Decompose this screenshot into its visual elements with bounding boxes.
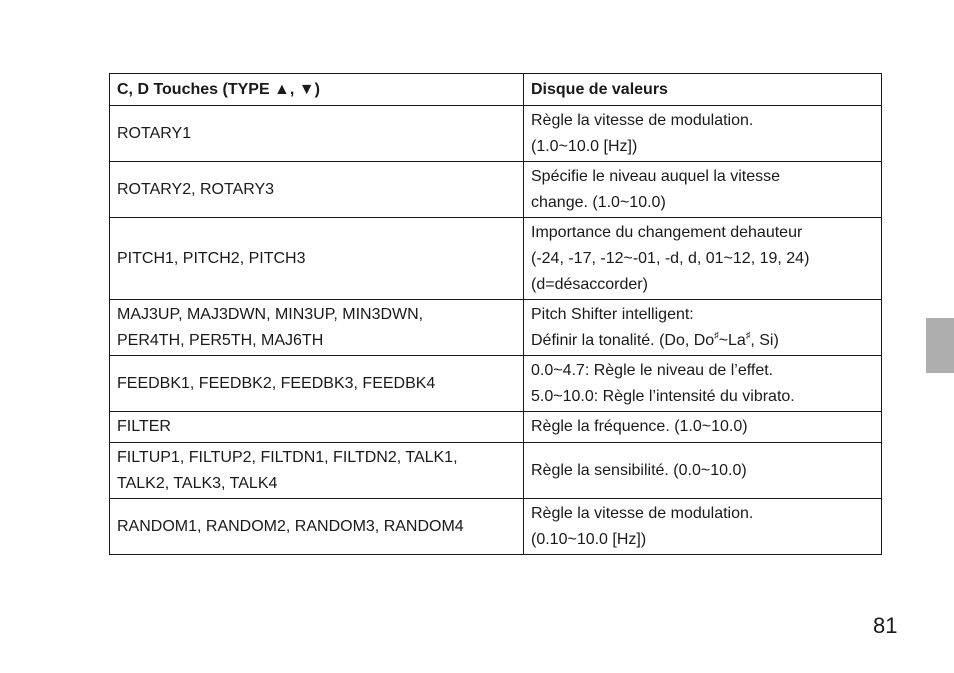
column-header-values: Disque de valeurs xyxy=(524,74,882,106)
row-value-line: Pitch Shifter intelligent: xyxy=(531,305,694,323)
table-row xyxy=(110,356,882,412)
row-value-line xyxy=(531,328,874,354)
table-row xyxy=(110,443,882,499)
row-key: FILTER xyxy=(110,412,524,443)
row-value: Règle la fréquence. (1.0~10.0) xyxy=(524,412,882,443)
row-value-line: Importance du changement dehauteur xyxy=(531,223,803,241)
row-key-line: PER4TH, PER5TH, MAJ6TH xyxy=(117,331,324,349)
chapter-tab xyxy=(926,318,954,373)
key-text: Définir la tonalité. (Do, Do xyxy=(531,331,715,349)
table-row xyxy=(110,162,882,218)
row-key: FEEDBK1, FEEDBK2, FEEDBK3, FEEDBK4 xyxy=(110,356,524,412)
row-value xyxy=(524,356,882,412)
key-text: , Si) xyxy=(750,331,779,349)
table-row xyxy=(110,300,882,356)
row-value xyxy=(524,499,882,555)
sharp-symbol: ♯ xyxy=(745,329,751,340)
page-number: 81 xyxy=(873,613,898,638)
row-key: ROTARY1 xyxy=(110,106,524,162)
row-value-line: 5.0~10.0: Règle l’intensité du vibrato. xyxy=(531,387,795,405)
table-row xyxy=(110,218,882,300)
row-value-line: change. (1.0~10.0) xyxy=(531,193,666,211)
row-value-line: Règle la vitesse de modulation. xyxy=(531,111,754,129)
row-value-line: (0.10~10.0 [Hz]) xyxy=(531,530,647,548)
table-header-row xyxy=(110,74,882,106)
row-value-line: (d=désaccorder) xyxy=(531,275,648,293)
row-key-line: MAJ3UP, MAJ3DWN, MIN3UP, MIN3DWN, xyxy=(117,305,424,323)
table-row xyxy=(110,412,882,443)
row-value xyxy=(524,106,882,162)
key-text: ~La xyxy=(718,331,746,349)
table-row xyxy=(110,106,882,162)
row-key-line: FILTUP1, FILTUP2, FILTDN1, FILTDN2, TALK1, xyxy=(117,448,458,466)
row-value xyxy=(524,162,882,218)
row-key: RANDOM1, RANDOM2, RANDOM3, RANDOM4 xyxy=(110,499,524,555)
row-value-line: Règle la vitesse de modulation. xyxy=(531,504,754,522)
row-value-line: 0.0~4.7: Règle le niveau de l’effet. xyxy=(531,361,774,379)
table-row xyxy=(110,499,882,555)
row-value-line: (1.0~10.0 [Hz]) xyxy=(531,137,638,155)
row-value: Règle la sensibilité. (0.0~10.0) xyxy=(524,443,882,499)
row-value-line: (-24, -17, -12~-01, -d, d, 01~12, 19, 24) xyxy=(531,249,810,267)
row-key: ROTARY2, ROTARY3 xyxy=(110,162,524,218)
row-key: PITCH1, PITCH2, PITCH3 xyxy=(110,218,524,300)
row-value xyxy=(524,300,882,356)
parameter-table xyxy=(109,73,882,555)
column-header-keys: C, D Touches (TYPE ▲, ▼) xyxy=(110,74,524,106)
row-value xyxy=(524,218,882,300)
row-value-line: Spécifie le niveau auquel la vitesse xyxy=(531,167,781,185)
sharp-symbol: ♯ xyxy=(714,329,719,340)
row-key-line: TALK2, TALK3, TALK4 xyxy=(117,474,278,492)
row-key xyxy=(110,300,524,356)
row-key xyxy=(110,443,524,499)
